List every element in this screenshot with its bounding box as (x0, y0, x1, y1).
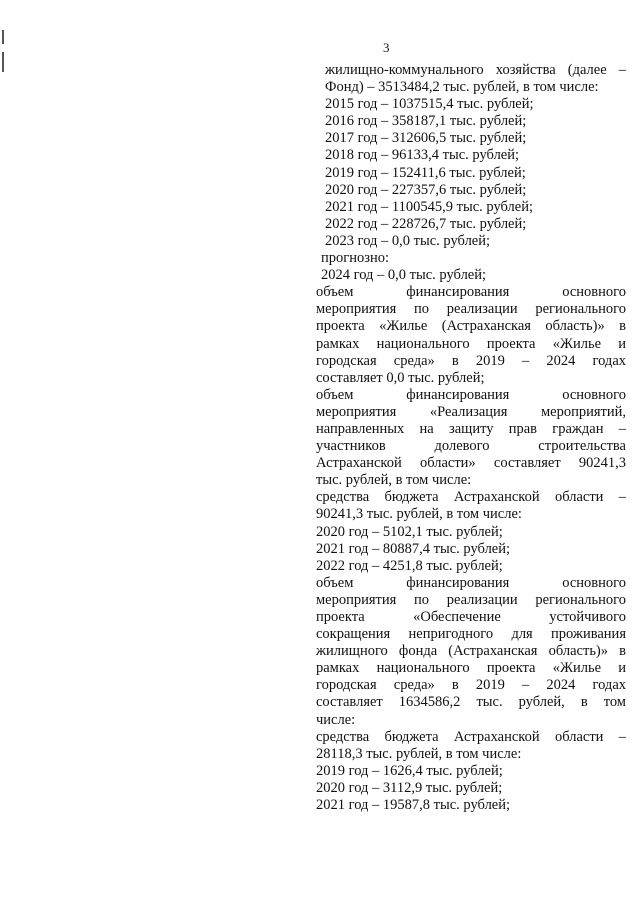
text-line: рамках национального проекта «Жилье и (316, 335, 626, 352)
text-line: 2023 год – 0,0 тыс. рублей; (325, 232, 491, 249)
text-block (316, 575, 626, 729)
text-line: Фонд) – 3513484,2 тыс. рублей, в том числе: (325, 79, 599, 96)
text-block (316, 524, 626, 575)
text-line: 2016 год – 358187,1 тыс. рублей; (325, 113, 527, 130)
text-line: 2021 год – 1100545,9 тыс. рублей; (325, 198, 533, 215)
text-line: объем финансирования основного (316, 284, 626, 301)
text-line: 2019 год – 1626,4 тыс. рублей; (316, 762, 503, 779)
text-line: Астраханской области» составляет 90241,3 (316, 455, 626, 472)
text-line: 2020 год – 227357,6 тыс. рублей; (325, 181, 527, 198)
text-block (316, 250, 626, 284)
text-line: объем финансирования основного (316, 574, 626, 591)
text-line: тыс. рублей, в том числе: (316, 472, 472, 489)
text-line: 2021 год – 80887,4 тыс. рублей; (316, 540, 511, 557)
text-line: городская среда» в 2019 – 2024 годах (316, 352, 626, 369)
text-block (316, 284, 626, 387)
text-line: числе: (316, 711, 356, 728)
text-line: рамках национального проекта «Жилье и (316, 660, 626, 677)
text-line: 2018 год – 96133,4 тыс. рублей; (325, 147, 520, 164)
text-line: прогнозно: (321, 250, 389, 267)
text-line: 2017 год – 312606,5 тыс. рублей; (325, 130, 527, 147)
text-line: 2020 год – 5102,1 тыс. рублей; (316, 523, 503, 540)
text-line: 2022 год – 4251,8 тыс. рублей; (316, 557, 503, 574)
text-line: проекта «Жилье (Астраханская область)» в (316, 318, 626, 335)
text-line: средства бюджета Астраханской области – (316, 728, 626, 745)
text-line: проекта «Обеспечение устойчивого (316, 609, 626, 625)
text-block (316, 763, 626, 814)
text-line: жилищного фонда (Астраханская область)» в (316, 643, 626, 660)
text-block (316, 729, 626, 763)
text-line: направленных на защиту прав граждан – (316, 420, 626, 437)
text-block (316, 62, 626, 96)
text-line: 2022 год – 228726,7 тыс. рублей; (325, 215, 527, 232)
text-line: 90241,3 тыс. рублей, в том числе: (316, 506, 522, 523)
text-line: 2024 год – 0,0 тыс. рублей; (321, 267, 487, 284)
text-line: городская среда» в 2019 – 2024 годах (316, 677, 626, 694)
text-line: средства бюджета Астраханской области – (316, 489, 626, 506)
text-block (316, 96, 626, 250)
text-line: жилищно-коммунального хозяйства (далее – (325, 62, 626, 78)
text-line: участников долевого строительства (316, 438, 626, 455)
text-line: 2015 год – 1037515,4 тыс. рублей; (325, 96, 534, 113)
text-line: мероприятия по реализации регионального (316, 301, 626, 318)
scan-margin-mark (2, 52, 4, 72)
text-line: мероприятия «Реализация мероприятий, (316, 403, 626, 420)
text-line: 2020 год – 3112,9 тыс. рублей; (316, 779, 503, 796)
page-number: 3 (383, 40, 390, 55)
text-line: объем финансирования основного (316, 386, 626, 403)
text-block (316, 489, 626, 523)
text-line: сокращения непригодного для проживания (316, 626, 626, 643)
text-block (316, 387, 626, 490)
document-body (316, 62, 626, 814)
text-line: составляет 1634586,2 тыс. рублей, в том (316, 694, 626, 711)
text-line: составляет 0,0 тыс. рублей; (316, 369, 485, 386)
text-line: 2021 год – 19587,8 тыс. рублей; (316, 797, 511, 814)
scan-margin-mark (2, 30, 4, 44)
text-line: 2019 год – 152411,6 тыс. рублей; (325, 164, 526, 181)
text-line: мероприятия по реализации регионального (316, 591, 626, 608)
text-line: 28118,3 тыс. рублей, в том числе: (316, 745, 522, 762)
